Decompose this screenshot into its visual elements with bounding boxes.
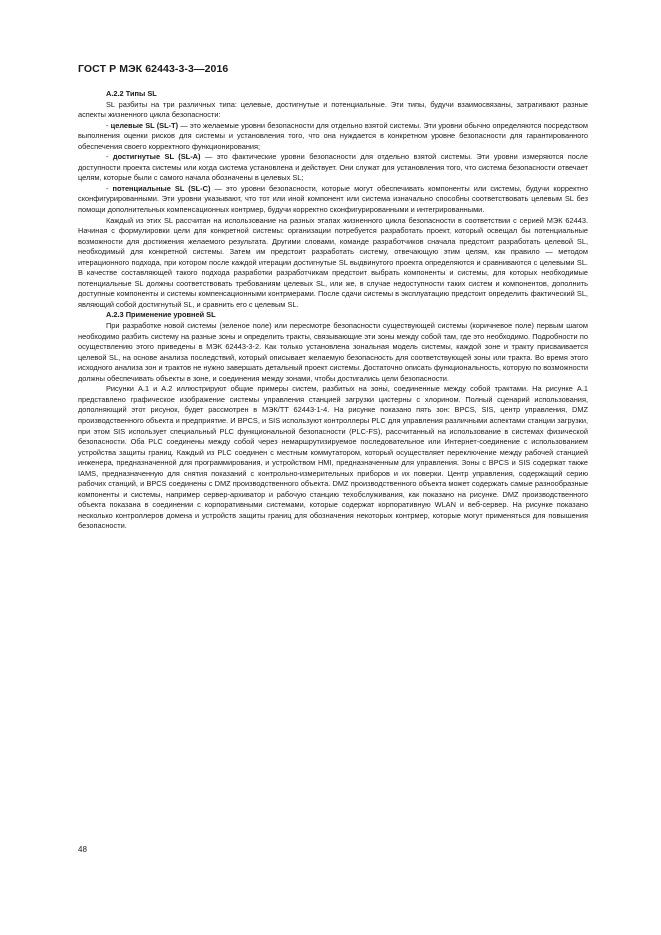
definition-sl-t: — это желаемые уровни безопасности для отдельно взятой системы. Эти уровни обычно определяются посредством выполнения оценки рисков для системы и установления того, что она нуждается в конкретном уровне безопасности для гарантированного обеспечения своего корректного функционирования;	[78, 120, 588, 151]
section-heading-a23: А.2.3 Применение уровней SL	[106, 310, 216, 320]
list-dash: -	[106, 120, 109, 130]
term-sl-t: целевые SL (SL-T)	[110, 120, 179, 130]
section-a23-paragraph-1: При разработке новой системы (зеленое поле) или пересмотре безопасности существующей системы (коричневое поле) первым шагом необходимо разбить систему на разные зоны и определить тракты, связывающие эти зоны между собой там, где это необходимо. Подробности по осуществлению этого приведены в МЭК 62443-3-2. Как только установлена зональная модель системы, каждой зоне и тракту присваивается целевой SL, на основе анализа последствий, который описывает желаемую безопасность для соответствующей зоны или тракта. Во время этого исходного анализа зон и трактов не нужно завершать детальный проект системы. Достаточно описать функциональность, которую по возможности должны обеспечивать объекты в зоне, и соединения между зонами, чтобы достигались цели безопасности.	[78, 321, 588, 383]
section-heading-a22: А.2.2 Типы SL	[106, 89, 157, 98]
document-header: ГОСТ Р МЭК 62443-3-3—2016	[78, 63, 229, 75]
document-body	[78, 89, 588, 532]
list-dash: -	[106, 183, 109, 193]
page-number: 48	[78, 845, 87, 854]
list-item-sl-c	[78, 184, 588, 216]
section-a23-paragraph-2: Рисунки А.1 и А.2 иллюстрируют общие примеры систем, разбитых на зоны, соединенные между собой трактами. На рисунке А.1 представлено графическое изображение системы управления станцией загрузки цистерны с хлорином. Полный сценарий использования, дополняющий этот рисунок, будет рассмотрен в МЭК/TT 62443-1-4. На рисунке показано пять зон: BPCS, SIS, центр управления, DMZ производственного объекта и предприятие. И BPCS, и SIS используют контроллеры PLC для управления различными аспектами станции загрузки, при этом SIS использует специальный PLC функциональной безопасности (PLC-FS), рассчитанный на использование в системах физической безопасности. Оба PLC соединены между собой через немаршрутизируемое последовательное или Интернет-соединение с использованием устройства защиты границ. Каждый из PLC соединен с местным коммутатором, который осуществляет переключение между рабочей станцией инженера, предназначенной для программирования, и устройством HMI, предназначенным для управления. Зоны с BPCS и SIS содержат также IAMS, предназначенную для снятия показаний с контрольно-измерительных приборов и их поверки. Центр управления, содержащий серию рабочих станций, и BPCS соединены с DMZ производственного объекта. DMZ производственного объекта может содержать самые разнообразные компоненты и системы, например сервер-архиватор и рабочую станцию техобслуживания, как показано на рисунке. DMZ производственного объекта показана в соединении с корпоративными системами, которые содержат корпоративную WLAN и веб-сервер. На рисунке показано несколько контроллеров домена и устройств защиты границ для обозначения некоторых контрмер, которые могут применяться для повышения безопасности.	[78, 384, 588, 531]
term-sl-a: достигнутые SL (SL-A)	[112, 152, 201, 162]
definition-sl-a: — это фактические уровни безопасности для отдельно взятой системы. Эти уровни измеряются после доступности проекта системы или когда система установлена и действует. Они служат для установления того, что система безопасности отвечает целям, которые были с самого начала обозначены в целевых SL;	[78, 152, 589, 183]
section-a22-intro: SL разбиты на три различных типа: целевые, достигнутые и потенциальные. Эти типы, будучи взаимосвязаны, затрагивают разные аспекты жизненного цикла безопасности:	[78, 99, 588, 120]
list-dash: -	[106, 152, 109, 162]
list-item-sl-a	[78, 152, 588, 184]
term-sl-c: потенциальные SL (SL-C)	[112, 183, 211, 193]
definition-sl-c: — это уровни безопасности, которые могут обеспечивать компоненты или системы, будучи корректно сконфигурированными. Эти уровни указывают, что тот или иной компонент или система изначально способны соответствовать целевым SL без помощи дополнительных компенсационных контрмер, будучи корректно сконфигурированными и интегрированными.	[78, 183, 588, 215]
list-item-sl-t	[78, 121, 588, 153]
section-a22-paragraph: Каждый из этих SL рассчитан на использование на разных этапах жизненного цикла безопасности в соответствии с серией МЭК 62443. Начиная с формулировки цели для конкретной системы: организации потребуется разработать проект, который освещал бы потенциальные возможности для достижения желаемого результата. Другими словами, команде разработчиков сначала предстоит разработать целевой SL, необходимый для конкретной системы. Затем им предстоит разработать систему, отвечающую этим целям, как правило — методом итерационного подхода, при котором после каждой итерации достигнутые SL выдвинутого проекта определяются и сравниваются с целевыми SL. В качестве составляющей такого подхода разработки разработчикам предстоит выбрать компоненты и системы, для которых необходимые потенциальные SL должны соответствовать требованиям целевых SL, или же, в случае недоступности таких систем и компонентов, дополнить доступные компоненты и системы компенсационными контрмерами. После сдачи системы в эксплуатацию предстоит определить фактический SL, являющий собой достигнутый SL, и сравнить его с целевым SL.	[78, 215, 588, 309]
